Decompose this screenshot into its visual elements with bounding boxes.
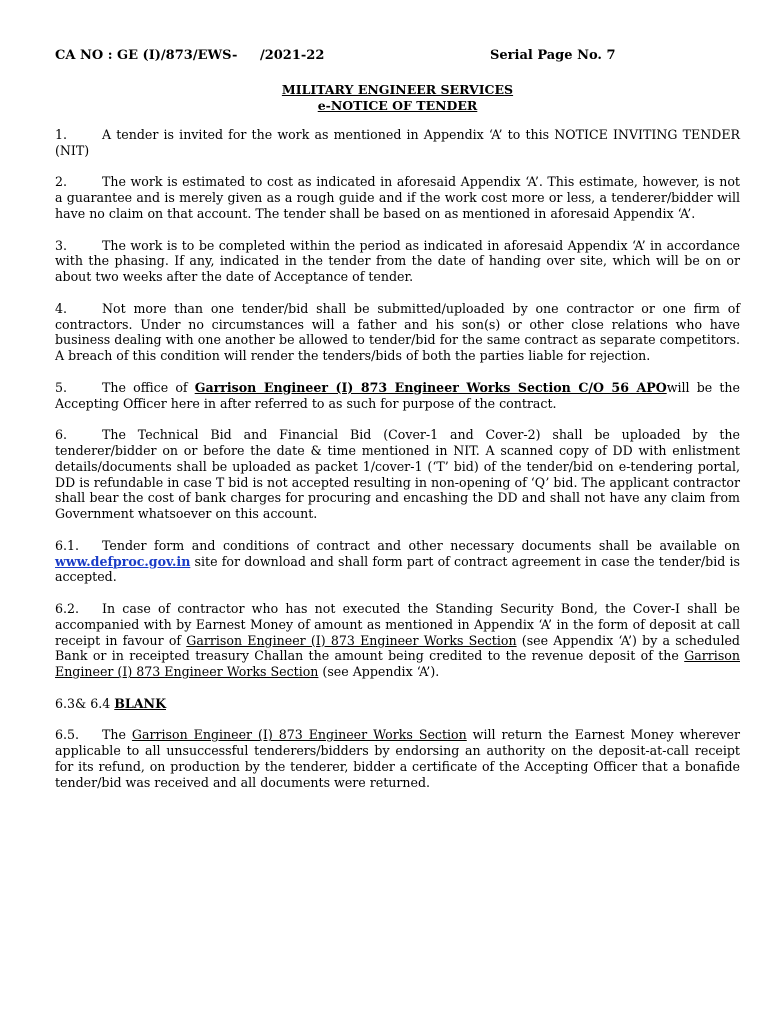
paragraph-text: A tender is invited for the work as mentioned in Appendix ‘A’ to this NOTICE INVITING TENDER (NIT) [55, 127, 740, 158]
paragraph-text-post: site for download and shall form part of contract agreement in case the tender/bid is accepted. [55, 553, 740, 585]
paragraph-number: 6.1. [55, 537, 80, 553]
paragraph-6-3-6-4 [55, 696, 740, 712]
document-title [55, 82, 740, 114]
serial-page-number: Serial Page No. 7 [490, 48, 616, 63]
blank-label: BLANK [114, 695, 167, 711]
paragraph-number: 6.2. [55, 600, 80, 616]
paragraph-6-5 [55, 727, 740, 790]
paragraph-number: 2. [55, 174, 68, 190]
paragraph-number: 3. [55, 237, 68, 253]
paragraph-6-2 [55, 601, 740, 680]
paragraph-6 [55, 427, 740, 522]
garrison-engineer-ref: Garrison Engineer (I) 873 Engineer Works Section [131, 727, 467, 743]
paragraph-number: 6.3& 6.4 [55, 695, 115, 711]
paragraph-4 [55, 301, 740, 364]
paragraph-1 [55, 127, 740, 159]
paragraph-text-pre: Tender form and conditions of contract and other necessary documents shall be available on [102, 537, 740, 553]
paragraph-text-pre: The [102, 727, 132, 743]
paragraph-text-a: In case of contractor who has not executed the Standing Security Bond, the Cover-I shall be accompanied with by Earnest Money of amount as mentioned in Appendix ‘A’ in the form of deposit at call receipt in favour of [55, 600, 740, 648]
paragraph-text-post: will be the Accepting Officer here in after referred to as such for purpose of the contract. [55, 379, 740, 411]
garrison-engineer-ref-2: Garrison Engineer (I) 873 Engineer Works Section [55, 648, 740, 680]
title-line-1: MILITARY ENGINEER SERVICES [281, 82, 514, 97]
paragraph-3 [55, 238, 740, 285]
paragraph-text: Not more than one tender/bid shall be submitted/uploaded by one contractor or one firm of contractors. Under no circumstances will a father and his son(s) or other close relations who have business dealing with one another be allowed to tender/bid for the same contract as separate competitors. A breach of this condition will render the tenders/bids of both the parties liable for rejection. [55, 300, 740, 364]
title-line-2: e-NOTICE OF TENDER [317, 98, 478, 113]
paragraph-number: 5. [55, 379, 68, 395]
paragraph-text: The Technical Bid and Financial Bid (Cover-1 and Cover-2) shall be uploaded by the tenderer/bidder on or before the date & time mentioned in NIT. A scanned copy of DD with enlistment details/documents shall be uploaded as packet 1/cover-1 (‘T’ bid) of the tender/bid on e-tendering portal, DD is refundable in case T bid is not accepted resulting in non-opening of ‘Q’ bid. The applicant contractor shall bear the cost of bank charges for procuring and encashing the DD and shall not have any claim from Government whatsoever on this account. [55, 427, 740, 522]
paragraph-number: 4. [55, 300, 68, 316]
document-body [55, 127, 740, 806]
paragraph-text: The work is estimated to cost as indicated in aforesaid Appendix ‘A’. This estimate, however, is not a guarantee and is merely given as a rough guide and if the work cost more or less, a tenderer/bidder will have no claim on that account. The tender shall be based on as mentioned in aforesaid Appendix ‘A’. [55, 174, 740, 221]
paragraph-text-post: will return the Earnest Money wherever applicable to all unsuccessful tenderers/bidders by endorsing an authority on the deposit-at-call receipt for its refund, on production by the tenderer, bidder a certificate of the Accepting Officer that a bonafide tender/bid was received and all documents were returned. [55, 727, 740, 790]
paragraph-text-pre: The office of [102, 379, 195, 395]
accepting-officer-name: Garrison Engineer (I) 873 Engineer Works Section C/O 56 APO [194, 379, 667, 395]
page-header [55, 48, 740, 66]
paragraph-number: 1. [55, 127, 68, 142]
paragraph-5 [55, 380, 740, 412]
paragraph-6-1 [55, 538, 740, 585]
garrison-engineer-ref-1: Garrison Engineer (I) 873 Engineer Works Section [186, 632, 517, 648]
paragraph-number: 6. [55, 427, 68, 443]
contract-number: CA NO : GE (I)/873/EWS- /2021-22 [55, 48, 325, 63]
paragraph-text: The work is to be completed within the period as indicated in aforesaid Appendix ‘A’ in accordance with the phasing. If any, indicated in the tender from the date of handing over site, which will be on or about two weeks after the date of Acceptance of tender. [55, 237, 740, 285]
paragraph-text-c: (see Appendix ‘A’). [318, 664, 440, 680]
defproc-link[interactable]: www.defproc.gov.in [55, 553, 191, 569]
paragraph-2 [55, 174, 740, 221]
paragraph-text-b: (see Appendix ‘A’) by a scheduled Bank or in receipted treasury Challan the amount being credited to the revenue deposit of the [55, 632, 740, 664]
paragraph-number: 6.5. [55, 727, 80, 743]
